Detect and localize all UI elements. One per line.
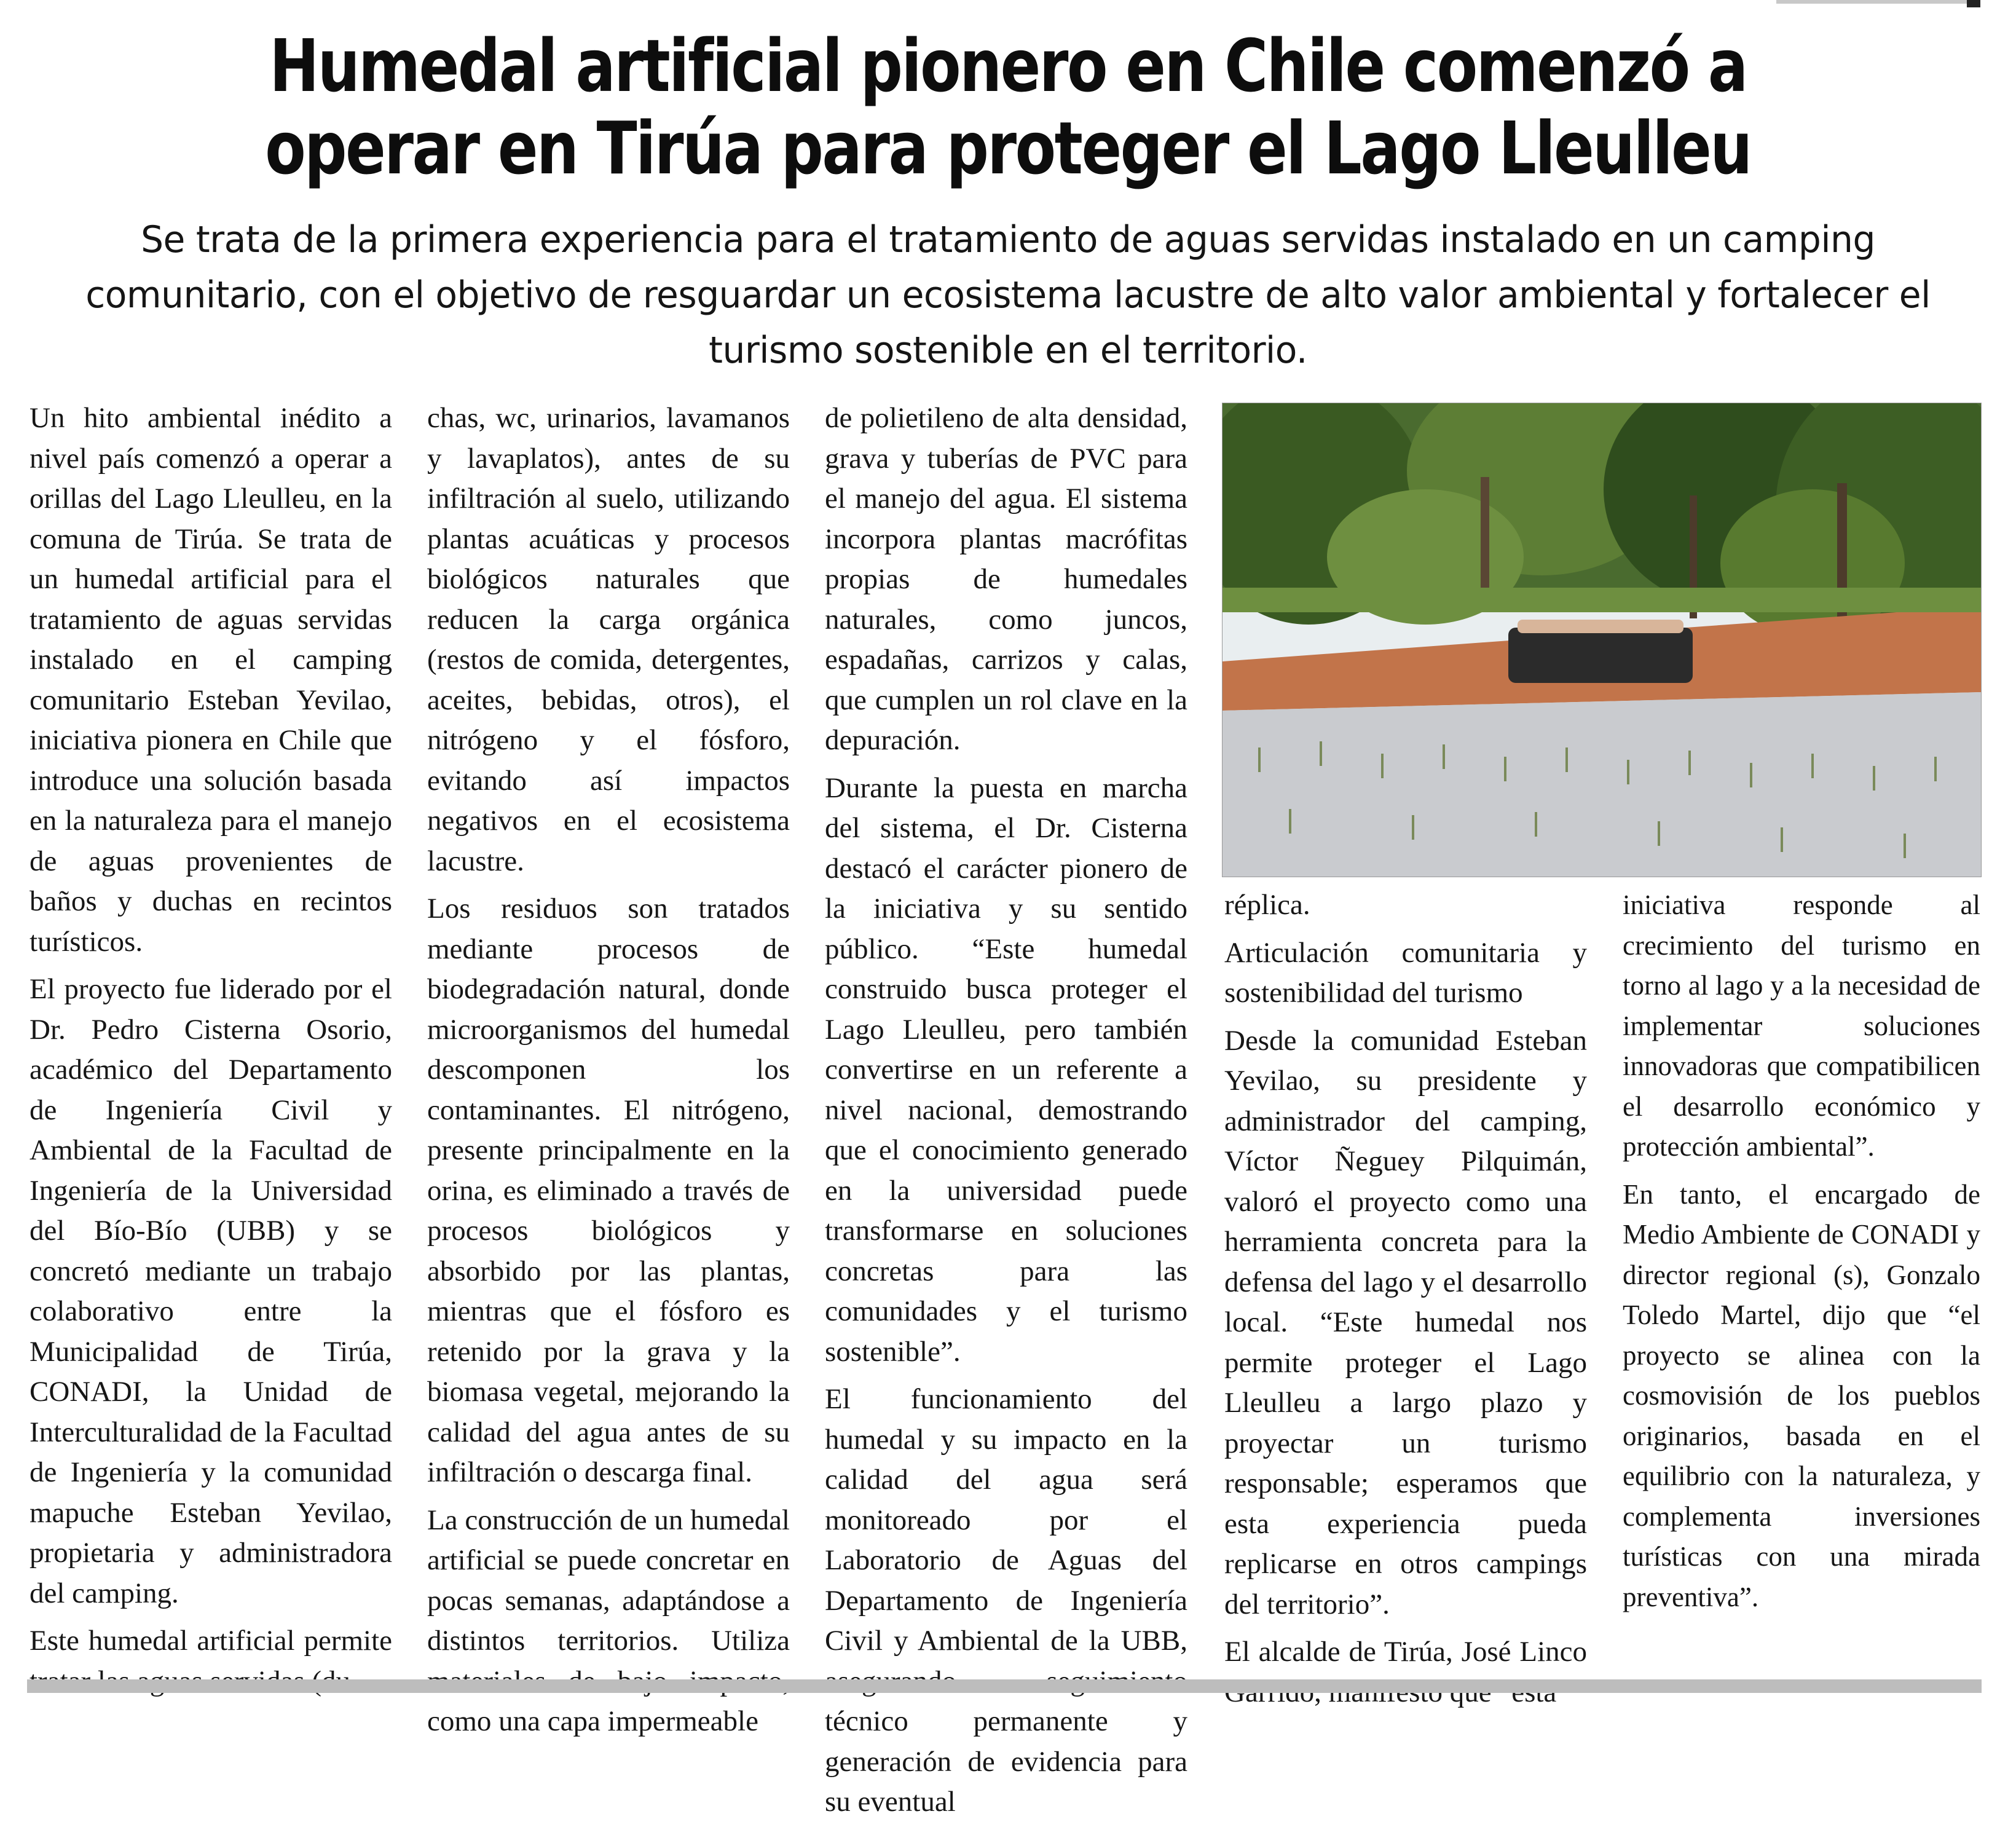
gravel-bed: [1223, 692, 1981, 877]
wetland-illustration: [1223, 403, 1981, 877]
headline: Humedal artificial pionero en Chile comenzó a operar en Tirúa para proteger el Lago Lleulleu: [265, 23, 1751, 191]
paragraph: El funcionamiento del humedal y su impacto en la calidad del agua será monitoreado por el Laboratorio de Aguas del Departamento de Ingeniería Civil y Ambiental de la UBB, técnico permanente y generación de evidencia para su eventual: [825, 1383, 1187, 1818]
column-5: [1623, 885, 1980, 1625]
wetland-photo: [1222, 403, 1982, 877]
subheadline: Se trata de la primera experiencia para el tratamiento de aguas servidas instalado en un camping comunitario, con el objetivo de resguardar un ecosistema lacustre de alto valor ambiental y fortalecer el turismo sostenible en el territorio.: [85, 218, 1931, 372]
paragraph: Los residuos son tratados mediante procesos de biodegradación natural, donde microorganismos del humedal descomponen los contaminantes. El nitrógeno, presente principalmente en la orina, es eliminado a través de procesos biológicos y absorbido por las plantas, mientras que el fósforo es retenido por la grava y la biomasa vegetal, mejorando la calidad del agua antes de su infiltración o descarga final.: [427, 893, 790, 1488]
paragraph: chas, wc, urinarios, lavamanos y lavaplatos), antes de su infiltración al suelo, utilizando plantas acuáticas y procesos biológicos naturales que reducen la carga orgánica (restos de comida, detergentes, aceites, bebidas, otros), el nitrógeno y el fósforo, evitando así impactos negativos en el ecosistema lacustre.: [427, 402, 790, 877]
paragraph: El proyecto fue liderado por el Dr. Pedro Cisterna Osorio, académico del Departamento de Ingeniería Civil y Ambiental de la Facultad de Ingeniería de la Universidad del Bío-Bío (UBB) y se concretó mediante un trabajo colaborativo entre la Municipalidad de Tirúa, CONADI, la Unidad de Interculturalidad de la Facultad de Ingeniería y la comunidad mapuche Esteban Yevilao, propietaria y administradora del camping.: [30, 973, 392, 1609]
paragraph: Este humedal artificial permite: [30, 1625, 392, 1657]
column-2: [427, 398, 790, 1749]
section-title: Articulación comunitaria y sostenibilidad del turismo: [1224, 936, 1587, 1009]
people-faces: [1518, 620, 1683, 633]
paragraph: La construcción de un humedal artificial se puede concretar en pocas semanas, adaptándose a distintos territorios. Utiliza como una capa impermeable: [427, 1504, 790, 1737]
group-of-people: [1508, 628, 1693, 683]
top-corner-mark: [1967, 0, 1980, 7]
paragraph: Desde la comunidad Esteban Yevilao, su presidente y administrador del camping, Víctor Ñeguey Pilquimán, valoró el proyecto como una herramienta concreta para la defensa del lago y el desarrollo local. “Este humedal nos permite proteger el Lago Lleulleu a largo plazo y proyectar un turismo responsable; esperamos que esta experiencia pueda replicarse en otros campings del territorio”.: [1224, 1024, 1587, 1620]
paragraph: réplica.: [1224, 889, 1310, 921]
paragraph: En tanto, el encargado de Medio Ambiente de CONADI y director regional (s), Gonzalo Toledo Martel, dijo que “el proyecto se alinea con la cosmovisión de los pueblos originarios, basada en el equilibrio con la naturaleza, y complementa inversiones turísticas con una mirada preventiva”.: [1623, 1178, 1980, 1612]
column-3: [825, 398, 1187, 1830]
paragraph: iniciativa responde al crecimiento del turismo en torno al lago y a la necesidad de implementar soluciones innovadoras que compatibilicen el desarrollo económico y protección ambiental”.: [1623, 889, 1980, 1162]
paragraph: de polietileno de alta densidad, grava y tuberías de PVC para el manejo del agua. El sistema incorpora plantas macrófitas propias de humedales naturales, como juncos, espadañas, carrizos y calas, que cumplen un rol clave en la depuración.: [825, 402, 1187, 756]
shrubs: [1223, 588, 1981, 612]
paragraph: Durante la puesta en marcha del sistema, el Dr. Cisterna destacó el carácter pionero de la iniciativa y su sentido público. “Este humedal construido busca proteger el Lago Lleulleu, pero también convertirse en un referente a nivel nacional, demostrando que el conocimiento generado en la universidad puede transformarse en soluciones concretas para las comunidades y el turismo sostenible”.: [825, 771, 1187, 1368]
paragraph: El alcalde de Tirúa, José Linco: [1224, 1636, 1587, 1668]
column-1: [30, 398, 392, 1709]
column-4: [1224, 885, 1587, 1720]
paragraph: Un hito ambiental inédito a nivel país comenzó a operar a orillas del Lago Lleulleu, en la comuna de Tirúa. Se trata de un humedal artificial para el tratamiento de aguas servidas instalado en el camping comunitario Esteban Yevilao, iniciativa pionera en Chile que introduce una solución basada en la naturaleza para el manejo de aguas provenientes de baños y duchas en recintos turísticos.: [30, 402, 392, 958]
top-rule: [1776, 0, 1979, 4]
bottom-rule: [27, 1679, 1982, 1693]
